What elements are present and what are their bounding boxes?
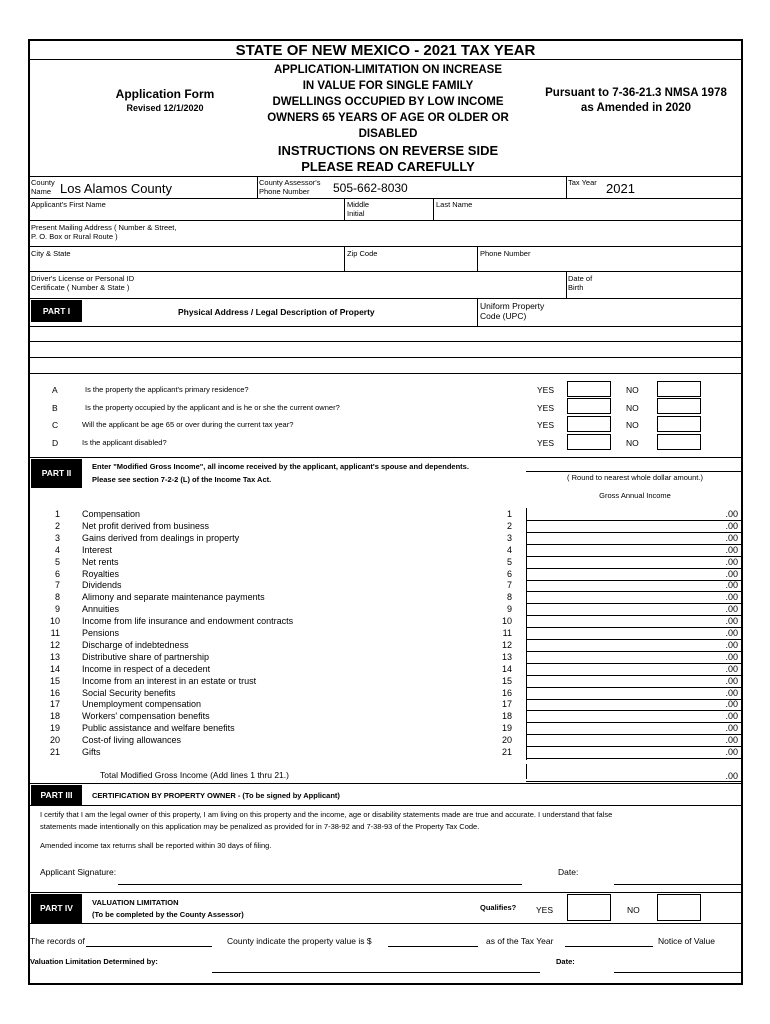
determined-by-field[interactable] — [212, 972, 540, 973]
divider — [30, 805, 741, 806]
question-text: Will the applicant be age 65 or over during the current tax year? — [82, 420, 294, 429]
yes-checkbox[interactable] — [567, 398, 611, 414]
yes-label: YES — [537, 403, 555, 413]
income-line-label: Royalties — [82, 568, 120, 579]
tax-year-label: Tax Year — [568, 178, 597, 187]
yes-checkbox[interactable] — [567, 416, 611, 432]
instructions-line: INSTRUCTIONS ON REVERSE SIDE — [277, 143, 499, 158]
line-number: 15 — [501, 675, 512, 686]
line-number: 6 — [506, 568, 512, 579]
income-line-label: Interest — [82, 544, 113, 555]
income-line-label: Income from life insurance and endowment contracts — [82, 616, 294, 627]
income-line-label: Unemployment compensation — [82, 699, 202, 710]
line-number: 10 — [501, 616, 512, 627]
address-line[interactable] — [30, 341, 741, 342]
divider — [30, 176, 741, 177]
county-label — [31, 178, 55, 196]
income-line-label: Public assistance and welfare benefits — [82, 723, 235, 734]
income-amount-field[interactable]: .00 — [725, 747, 738, 757]
part-3-label: PART III — [31, 785, 82, 805]
date-of-birth-field[interactable] — [568, 274, 592, 292]
last-name-field[interactable]: Last Name — [436, 200, 473, 209]
line-number: 10 — [49, 616, 60, 627]
no-checkbox[interactable] — [657, 398, 701, 414]
subtitle-line: DWELLINGS OCCUPIED BY LOW INCOME — [272, 96, 504, 108]
income-amount-field[interactable]: .00 — [725, 711, 738, 722]
divider — [30, 298, 741, 299]
income-line-label: Compensation — [82, 509, 141, 519]
divider — [30, 220, 741, 221]
yes-label: YES — [537, 438, 555, 448]
part-4-label: PART IV — [31, 894, 82, 923]
divider — [344, 198, 345, 220]
income-line-label: Net profit derived from business — [82, 520, 210, 531]
income-line-label: Social Security benefits — [82, 687, 176, 698]
no-checkbox[interactable] — [657, 416, 701, 432]
line-number: 11 — [50, 628, 60, 638]
divider — [30, 246, 741, 247]
county-name-field[interactable]: Los Alamos County — [60, 181, 173, 196]
no-checkbox[interactable] — [657, 434, 701, 450]
line-number: 13 — [49, 651, 60, 662]
gross-income-heading: Gross Annual Income — [599, 491, 671, 500]
line-number: 4 — [54, 544, 60, 555]
line-number: 20 — [49, 735, 60, 746]
divider — [526, 764, 527, 779]
subtitle-line: DISABLED — [358, 128, 418, 140]
line-number: 17 — [501, 699, 512, 710]
income-amount-field[interactable]: .00 — [725, 699, 738, 710]
value-indicate-label: County indicate the property value is $ — [227, 936, 372, 946]
divider — [526, 781, 741, 782]
line-number: 8 — [54, 592, 60, 603]
middle-initial-field[interactable] — [347, 200, 369, 218]
income-line-label: Dividends — [82, 580, 122, 591]
income-amount-field[interactable]: .00 — [725, 604, 738, 615]
line-number: 3 — [54, 532, 60, 543]
divider — [477, 298, 478, 326]
address-line[interactable] — [30, 357, 741, 358]
date-field[interactable] — [614, 884, 741, 885]
part-2-instructions: Enter "Modified Gross Income", all income received by the applicant, applicant's spouse and dependents. — [92, 462, 469, 471]
income-amount-field[interactable]: .00 — [725, 509, 738, 519]
income-line-label: Net rents — [82, 556, 119, 567]
line-number: 9 — [54, 604, 60, 615]
divider — [30, 59, 741, 60]
divider — [30, 373, 741, 374]
line-number: 14 — [49, 663, 60, 674]
determined-date-field[interactable] — [614, 972, 741, 973]
qualifies-no-label: NO — [627, 905, 640, 915]
dl-label-line: Certificate ( Number & State ) — [31, 283, 130, 292]
statute-line: Pursuant to 7-36-21.3 NMSA 1978 — [545, 87, 727, 99]
income-amount-field[interactable]: .00 — [725, 592, 738, 603]
county-label-line: Name — [31, 187, 52, 196]
income-amount-field[interactable]: .00 — [725, 556, 738, 567]
amended-returns-note: Amended income tax returns shall be reported within 30 days of filing. — [40, 841, 272, 850]
line-number: 5 — [506, 556, 512, 567]
income-line-label: Distributive share of partnership — [82, 651, 210, 662]
income-amount-field[interactable]: .00 — [725, 628, 738, 638]
question-text: Is the property occupied by the applicant and is he or she the current owner? — [85, 403, 340, 412]
line-number: 4 — [506, 544, 512, 555]
total-income-label: Total Modified Gross Income (Add lines 1 thru 21.) — [100, 770, 289, 780]
certification-text: statements made intentionally on this application may be penalized as provided for in 7-38-92 and 7-38-93 of the Property Tax Code. — [40, 822, 480, 831]
line-number: 15 — [49, 675, 60, 686]
divider — [344, 246, 345, 271]
income-amount-field[interactable]: .00 — [725, 544, 738, 555]
divider — [30, 457, 741, 458]
subtitle-line: OWNERS 65 YEARS OF AGE OR OLDER OR — [267, 112, 509, 124]
divider — [30, 326, 741, 327]
line-number: 14 — [501, 663, 512, 674]
yes-checkbox[interactable] — [567, 434, 611, 450]
middle-label-line: Middle — [347, 200, 370, 209]
amount-underline — [526, 758, 741, 759]
phone-number-field[interactable]: Phone Number — [480, 249, 531, 258]
statute-reference — [530, 86, 742, 116]
divider — [30, 271, 741, 272]
round-note: ( Round to nearest whole dollar amount.) — [567, 473, 703, 482]
line-number: 21 — [49, 747, 60, 757]
zip-code-field[interactable]: Zip Code — [347, 249, 378, 258]
first-name-field[interactable]: Applicant's First Name — [31, 200, 106, 209]
instructions-note — [250, 143, 526, 175]
part-4-heading: VALUATION LIMITATION — [92, 898, 179, 907]
no-label: NO — [626, 403, 639, 413]
form-subtitle — [250, 62, 526, 142]
income-line-label: Gifts — [82, 747, 101, 757]
line-number: 12 — [49, 639, 60, 650]
question-letter: D — [52, 438, 59, 448]
income-line-label: Workers' compensation benefits — [82, 711, 210, 722]
income-line-label: Income from an interest in an estate or trust — [82, 675, 257, 686]
income-line-label: Cost-of living allowances — [82, 735, 182, 746]
signature-label: Applicant Signature: — [40, 867, 117, 877]
tax-year-field[interactable]: 2021 — [606, 181, 635, 196]
part-1-label: PART I — [31, 300, 82, 322]
line-number: 5 — [54, 556, 60, 567]
yes-checkbox[interactable] — [567, 381, 611, 397]
signature-field[interactable] — [118, 884, 522, 885]
line-number: 18 — [501, 711, 512, 722]
upc-label-line: Uniform Property — [480, 301, 545, 311]
dob-label-line: Birth — [568, 283, 584, 292]
application-form-label: Application Form — [115, 87, 215, 101]
county-line-field[interactable] — [86, 946, 212, 947]
income-line-label: Alimony and separate maintenance payments — [82, 592, 265, 603]
dob-label-line: Date of — [568, 274, 593, 283]
yes-label: YES — [537, 385, 555, 395]
income-amount-field[interactable]: .00 — [725, 687, 738, 698]
question-letter: B — [52, 403, 58, 413]
assessor-label-line: Phone Number — [259, 187, 310, 196]
tax-year-line-field[interactable] — [565, 946, 653, 947]
property-value-field[interactable] — [388, 946, 478, 947]
certification-text: I certify that I am the legal owner of this property, I am living on this property and the income, age or disability statements made are true and accurate. I understand that false — [40, 810, 613, 819]
line-number: 1 — [54, 509, 60, 519]
dl-label-line: Driver's License or Personal ID — [31, 274, 135, 283]
records-of-label: The records of — [30, 936, 85, 946]
mailing-label-line: P. O. Box or Rural Route ) — [31, 232, 118, 241]
yes-label: YES — [537, 420, 555, 430]
divider — [257, 176, 258, 198]
question-text: Is the applicant disabled? — [82, 438, 167, 447]
line-number: 2 — [506, 520, 512, 531]
divider — [30, 783, 741, 784]
line-number: 3 — [506, 532, 512, 543]
total-income-amount[interactable]: .00 — [725, 771, 738, 781]
no-label: NO — [626, 385, 639, 395]
qualifies-no-checkbox[interactable] — [657, 894, 701, 921]
divider — [30, 198, 741, 199]
as-of-tax-year-label: as of the Tax Year — [486, 936, 554, 946]
income-line-label: Discharge of indebtedness — [82, 639, 189, 650]
part-3-heading: CERTIFICATION BY PROPERTY OWNER - (To be signed by Applicant) — [92, 791, 340, 800]
income-line-label: Annuities — [82, 604, 120, 615]
divider — [566, 176, 567, 198]
income-amount-field[interactable]: .00 — [725, 568, 738, 579]
line-number: 8 — [506, 592, 512, 603]
qualifies-label: Qualifies? — [480, 903, 517, 912]
qualifies-yes-checkbox[interactable] — [567, 894, 611, 921]
mailing-address-field[interactable] — [31, 223, 176, 241]
instructions-line: PLEASE READ CAREFULLY — [301, 159, 475, 174]
assessor-phone-label — [259, 178, 320, 196]
revised-date: Revised 12/1/2020 — [126, 103, 204, 113]
assessor-phone-field[interactable]: 505-662-8030 — [333, 181, 408, 195]
income-amount-field[interactable]: .00 — [725, 532, 738, 543]
subtitle-line: IN VALUE FOR SINGLE FAMILY — [302, 80, 474, 92]
city-state-field[interactable]: City & State — [31, 249, 71, 258]
application-form — [28, 39, 743, 985]
line-number: 6 — [54, 568, 60, 579]
line-number: 21 — [501, 747, 512, 757]
no-checkbox[interactable] — [657, 381, 701, 397]
divider — [526, 471, 741, 472]
line-number: 12 — [501, 639, 512, 650]
part-2-reference: Please see section 7-2-2 (L) of the Income Tax Act. — [92, 475, 272, 484]
upc-label-line: Code (UPC) — [480, 311, 527, 321]
line-number: 1 — [506, 509, 512, 519]
income-amount-field[interactable]: .00 — [725, 735, 738, 746]
line-number: 2 — [54, 520, 60, 531]
part-4-subheading: (To be completed by the County Assessor) — [92, 910, 244, 919]
income-amount-field[interactable]: .00 — [725, 639, 738, 650]
line-number: 13 — [501, 651, 512, 662]
divider — [30, 923, 741, 924]
no-label: NO — [626, 438, 639, 448]
divider — [30, 892, 741, 893]
income-line-label: Gains derived from dealings in property — [82, 532, 240, 543]
income-amount-field[interactable]: .00 — [725, 520, 738, 531]
income-line-label: Pensions — [82, 628, 120, 638]
determined-by-label: Valuation Limitation Determined by: — [30, 957, 158, 966]
income-amount-field[interactable]: .00 — [725, 651, 738, 662]
line-number: 17 — [49, 699, 60, 710]
statute-line: as Amended in 2020 — [580, 102, 692, 114]
qualifies-yes-label: YES — [536, 905, 554, 915]
income-amount-field[interactable]: .00 — [725, 723, 738, 734]
date-label: Date: — [558, 867, 579, 877]
question-letter: A — [52, 385, 58, 395]
part-2-label: PART II — [31, 459, 82, 488]
income-amount-field[interactable]: .00 — [725, 663, 738, 674]
income-amount-field[interactable]: .00 — [725, 616, 738, 627]
question-text: Is the property the applicant's primary residence? — [85, 385, 249, 394]
line-number: 20 — [501, 735, 512, 746]
determined-date-label: Date: — [556, 957, 575, 966]
drivers-license-field[interactable] — [31, 274, 134, 292]
divider — [433, 198, 434, 220]
divider — [477, 246, 478, 271]
line-number: 11 — [502, 628, 512, 638]
line-number: 19 — [501, 723, 512, 734]
form-title: STATE OF NEW MEXICO - 2021 TAX YEAR — [235, 42, 536, 59]
county-label-line: County — [31, 178, 55, 187]
line-number: 9 — [506, 604, 512, 615]
upc-field[interactable] — [480, 301, 544, 321]
line-number: 7 — [54, 580, 60, 591]
line-number: 16 — [49, 687, 60, 698]
assessor-label-line: County Assessor's — [259, 178, 321, 187]
line-number: 19 — [49, 723, 60, 734]
notice-of-value-label: Notice of Value — [658, 936, 716, 946]
line-number: 7 — [506, 580, 512, 591]
line-number: 16 — [501, 687, 512, 698]
line-number: 18 — [49, 711, 60, 722]
income-amount-field[interactable]: .00 — [725, 580, 738, 591]
income-line-label: Income in respect of a decedent — [82, 663, 211, 674]
income-amount-field[interactable]: .00 — [725, 675, 738, 686]
middle-label-line: Initial — [347, 209, 365, 218]
no-label: NO — [626, 420, 639, 430]
subtitle-line: APPLICATION-LIMITATION ON INCREASE — [273, 64, 503, 76]
mailing-label-line: Present Mailing Address ( Number & Street, — [31, 223, 177, 232]
physical-address-label: Physical Address / Legal Description of Property — [178, 307, 375, 317]
divider — [566, 271, 567, 298]
question-letter: C — [52, 420, 59, 430]
